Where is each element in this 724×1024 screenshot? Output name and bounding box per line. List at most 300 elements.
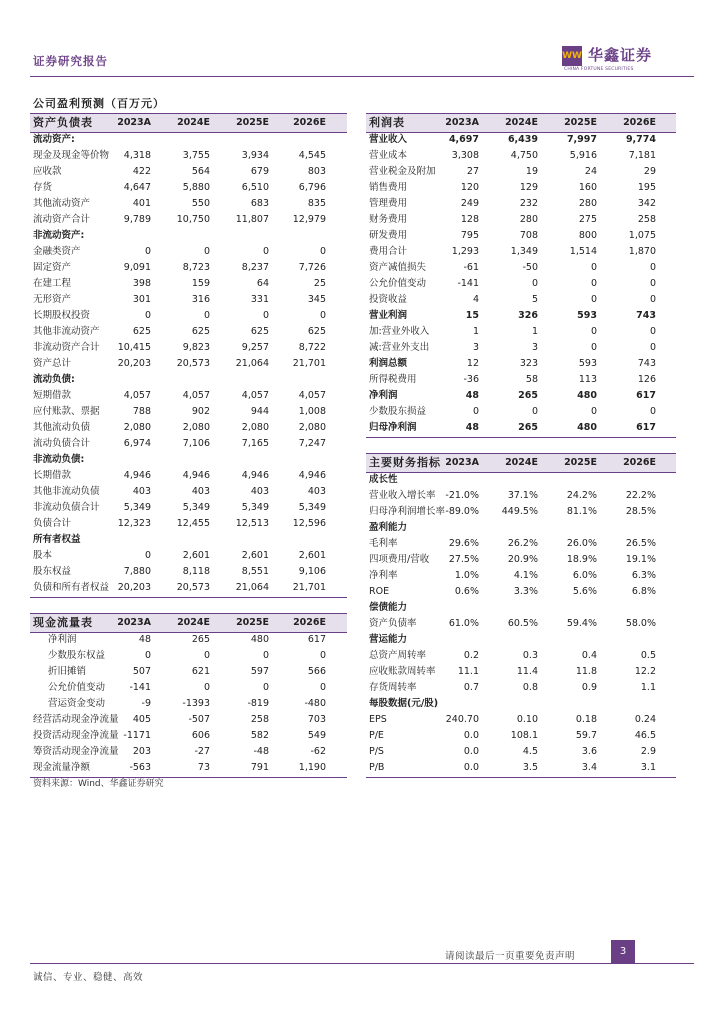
- row-value: 2,080: [123, 422, 151, 433]
- row-value: 6.0%: [572, 570, 597, 581]
- row-value: 7,726: [298, 262, 326, 273]
- row-value: 12,513: [235, 518, 269, 529]
- row-value: 1,514: [569, 246, 597, 257]
- table-row: [30, 632, 347, 648]
- row-value: 9,257: [241, 342, 269, 353]
- row-value: -50: [522, 262, 538, 273]
- row-value: 0.5: [640, 650, 656, 661]
- row-value: 258: [637, 214, 656, 225]
- row-value: 3.4: [581, 762, 597, 773]
- row-label: 净利率: [369, 570, 398, 581]
- row-value: 944: [250, 406, 269, 417]
- row-value: 4,946: [123, 470, 151, 481]
- row-label: 长期借款: [33, 470, 72, 481]
- table-row: [366, 132, 676, 148]
- row-value: 0.0: [463, 746, 479, 757]
- row-value: 0: [590, 262, 597, 273]
- row-value: 26.0%: [566, 538, 597, 549]
- table-header: [366, 453, 676, 473]
- row-value: 29.6%: [448, 538, 479, 549]
- row-label: 应收款: [33, 166, 62, 177]
- row-label: 营业利润: [369, 310, 408, 321]
- row-value: 0: [262, 310, 269, 321]
- table-row: [366, 388, 676, 404]
- row-label: 营运能力: [369, 634, 408, 645]
- row-value: 8,722: [298, 342, 326, 353]
- row-value: 5,349: [241, 502, 269, 513]
- table-row: [30, 292, 347, 308]
- row-value: 403: [307, 486, 326, 497]
- row-value: 621: [191, 666, 210, 677]
- row-value: 275: [578, 214, 597, 225]
- row-value: 12.2: [634, 666, 656, 677]
- row-value: 401: [132, 198, 151, 209]
- row-value: 0.6%: [454, 586, 479, 597]
- row-value: 0.2: [463, 650, 479, 661]
- row-value: 480: [577, 390, 597, 401]
- row-value: 60.5%: [507, 618, 538, 629]
- row-value: 5.6%: [572, 586, 597, 597]
- row-value: 8,551: [241, 566, 269, 577]
- row-value: 1,008: [298, 406, 326, 417]
- table-row: [366, 404, 676, 420]
- row-label: 费用合计: [369, 246, 408, 257]
- row-value: 625: [250, 326, 269, 337]
- row-value: 0: [144, 310, 151, 321]
- row-value: 6,510: [241, 182, 269, 193]
- row-value: 0: [649, 294, 656, 305]
- row-value: 803: [307, 166, 326, 177]
- row-value: 480: [250, 634, 269, 645]
- table-row: [30, 164, 347, 180]
- row-value: 46.5: [634, 730, 656, 741]
- row-label: 应付账款、票据: [33, 406, 100, 417]
- row-label: P/S: [369, 746, 384, 757]
- row-value: 0: [590, 406, 597, 417]
- row-label: ROE: [369, 586, 390, 597]
- table-row: [366, 680, 676, 696]
- table-row: [366, 520, 676, 536]
- row-value: 29: [643, 166, 656, 177]
- header-divider: [30, 76, 694, 77]
- row-value: 0: [319, 650, 326, 661]
- row-value: 0.0: [463, 730, 479, 741]
- row-label: 营业成本: [369, 150, 408, 161]
- row-label: 归母净利润增长率: [369, 506, 446, 517]
- row-label: P/E: [369, 730, 384, 741]
- row-label: 营业收入增长率: [369, 490, 436, 501]
- table-row: [366, 260, 676, 276]
- row-label: 其他非流动资产: [33, 326, 100, 337]
- row-label: 总资产周转率: [369, 650, 427, 661]
- row-value: -27: [194, 746, 210, 757]
- row-label: 资产总计: [33, 358, 72, 369]
- balance-sheet-table: [30, 113, 347, 593]
- year-header: 2023A: [117, 117, 151, 128]
- row-label: 存货: [33, 182, 53, 193]
- row-value: 0: [144, 550, 151, 561]
- row-value: 1: [531, 326, 538, 337]
- row-label: 净利润: [48, 634, 77, 645]
- row-value: -89.0%: [445, 506, 479, 517]
- row-value: 2,601: [182, 550, 210, 561]
- table-row: [30, 212, 347, 228]
- table-row: [366, 324, 676, 340]
- table-row: [366, 164, 676, 180]
- table-row: [366, 212, 676, 228]
- row-value: 240.70: [445, 714, 479, 725]
- row-label: 流动资产:: [33, 134, 75, 145]
- row-value: 625: [132, 326, 151, 337]
- year-header: 2023A: [445, 457, 479, 468]
- row-label: 非流动负债:: [33, 454, 85, 465]
- row-label: 流动资产合计: [33, 214, 91, 225]
- row-value: 2,080: [241, 422, 269, 433]
- row-value: 0.9: [581, 682, 597, 693]
- row-value: -141: [457, 278, 479, 289]
- row-value: 0.7: [463, 682, 479, 693]
- row-value: 21,064: [235, 582, 269, 593]
- row-label: 盈利能力: [369, 522, 408, 533]
- row-value: 7,106: [182, 438, 210, 449]
- table-row: [30, 516, 347, 532]
- row-value: 323: [519, 358, 538, 369]
- table-row: [30, 308, 347, 324]
- row-value: 9,774: [625, 134, 656, 145]
- table-row: [30, 580, 347, 596]
- table-title: 资产负债表: [33, 116, 93, 129]
- row-value: 21,701: [292, 358, 326, 369]
- row-value: 0: [203, 650, 210, 661]
- row-value: 708: [519, 230, 538, 241]
- table-row: [366, 488, 676, 504]
- row-label: 固定资产: [33, 262, 72, 273]
- row-value: 0: [319, 682, 326, 693]
- table-row: [366, 536, 676, 552]
- row-value: 0: [262, 682, 269, 693]
- table-row: [30, 696, 347, 712]
- table-row: [366, 712, 676, 728]
- table-bottom-rule: [366, 777, 676, 778]
- row-label: 所有者权益: [33, 534, 81, 545]
- table-row: [30, 420, 347, 436]
- row-value: 0: [203, 310, 210, 321]
- row-value: 0: [649, 278, 656, 289]
- table-row: [366, 148, 676, 164]
- table-title: 主要财务指标: [369, 456, 441, 469]
- table-row: [30, 760, 347, 776]
- row-label: 负债和所有者权益: [33, 582, 110, 593]
- row-value: 597: [250, 666, 269, 677]
- row-value: 203: [132, 746, 151, 757]
- footer-divider: [30, 963, 694, 964]
- table-row: [30, 548, 347, 564]
- row-label: 流动负债合计: [33, 438, 91, 449]
- row-value: 232: [519, 198, 538, 209]
- row-value: 280: [578, 198, 597, 209]
- row-value: 902: [191, 406, 210, 417]
- row-value: 743: [637, 358, 656, 369]
- table-header: [366, 113, 676, 133]
- row-value: 8,237: [241, 262, 269, 273]
- row-value: 743: [636, 310, 656, 321]
- row-value: 73: [197, 762, 210, 773]
- table-bottom-rule: [366, 437, 676, 438]
- row-value: 265: [518, 390, 538, 401]
- row-label: EPS: [369, 714, 387, 725]
- row-value: 48: [465, 390, 479, 401]
- row-label: 折旧摊销: [48, 666, 87, 677]
- row-value: 4,697: [448, 134, 479, 145]
- row-value: 403: [132, 486, 151, 497]
- row-value: -563: [129, 762, 151, 773]
- row-value: 8,118: [182, 566, 210, 577]
- row-value: 249: [460, 198, 479, 209]
- row-value: 0: [590, 294, 597, 305]
- row-value: 617: [307, 634, 326, 645]
- table-row: [366, 664, 676, 680]
- row-label: 股本: [33, 550, 53, 561]
- row-value: 19: [525, 166, 538, 177]
- table-row: [366, 600, 676, 616]
- row-label: 毛利率: [369, 538, 398, 549]
- table-row: [30, 564, 347, 580]
- row-value: 0: [262, 650, 269, 661]
- row-value: 21,064: [235, 358, 269, 369]
- table-row: [30, 276, 347, 292]
- row-label: 应收账款周转率: [369, 666, 436, 677]
- row-value: 1,075: [628, 230, 656, 241]
- row-value: 5,349: [298, 502, 326, 513]
- row-value: 0: [531, 406, 538, 417]
- row-value: -48: [253, 746, 269, 757]
- row-value: 12,455: [176, 518, 210, 529]
- row-value: 4,057: [241, 390, 269, 401]
- row-value: 11,807: [235, 214, 269, 225]
- row-value: 37.1%: [507, 490, 538, 501]
- table-row: [30, 180, 347, 196]
- table-row: [366, 180, 676, 196]
- row-value: 3.6: [581, 746, 597, 757]
- row-label: 股东权益: [33, 566, 72, 577]
- row-value: 5,349: [123, 502, 151, 513]
- table-row: [30, 500, 347, 516]
- row-label: 存货周转率: [369, 682, 417, 693]
- year-header: 2026E: [293, 617, 326, 628]
- row-label: 金融类资产: [33, 246, 81, 257]
- year-header: 2026E: [293, 117, 326, 128]
- row-value: 4.5: [522, 746, 538, 757]
- row-value: 0.3: [522, 650, 538, 661]
- table-row: [30, 484, 347, 500]
- year-header: 2026E: [623, 457, 656, 468]
- row-value: 1.1: [640, 682, 656, 693]
- table-row: [30, 468, 347, 484]
- row-value: 9,106: [298, 566, 326, 577]
- row-value: 3.5: [522, 762, 538, 773]
- row-label: 偿债能力: [369, 602, 408, 613]
- row-value: 422: [132, 166, 151, 177]
- row-value: 480: [577, 422, 597, 433]
- row-value: 7,165: [241, 438, 269, 449]
- row-value: 1.0%: [454, 570, 479, 581]
- row-value: 398: [132, 278, 151, 289]
- row-value: 791: [250, 762, 269, 773]
- row-value: 48: [465, 422, 479, 433]
- row-label: 其他流动资产: [33, 198, 91, 209]
- table-row: [30, 244, 347, 260]
- row-value: 108.1: [510, 730, 538, 741]
- row-value: -36: [463, 374, 479, 385]
- table-row: [366, 340, 676, 356]
- year-header: 2024E: [177, 117, 210, 128]
- logo-mark-icon: WW: [562, 46, 582, 66]
- table-row: [30, 664, 347, 680]
- row-value: 25: [313, 278, 326, 289]
- table-row: [30, 260, 347, 276]
- row-value: -61: [463, 262, 479, 273]
- row-value: 8,723: [182, 262, 210, 273]
- row-value: 5,916: [569, 150, 597, 161]
- row-value: 507: [132, 666, 151, 677]
- row-value: 0: [649, 406, 656, 417]
- row-value: 0.4: [581, 650, 597, 661]
- row-value: 4,057: [123, 390, 151, 401]
- row-value: 4,750: [510, 150, 538, 161]
- row-value: 48: [138, 634, 151, 645]
- year-header: 2025E: [236, 617, 269, 628]
- table-row: [30, 728, 347, 744]
- row-label: 长期股权投资: [33, 310, 91, 321]
- row-value: 593: [577, 310, 597, 321]
- row-value: -507: [188, 714, 210, 725]
- row-value: 564: [191, 166, 210, 177]
- table-row: [30, 452, 347, 468]
- table-row: [30, 228, 347, 244]
- table-row: [366, 744, 676, 760]
- income-statement-table: [366, 113, 676, 433]
- row-value: 4,545: [298, 150, 326, 161]
- row-value: -1393: [182, 698, 210, 709]
- table-row: [366, 760, 676, 776]
- row-value: 593: [578, 358, 597, 369]
- row-value: 683: [250, 198, 269, 209]
- row-value: 345: [307, 294, 326, 305]
- row-value: 7,997: [566, 134, 597, 145]
- row-value: -1171: [123, 730, 151, 741]
- row-value: 265: [191, 634, 210, 645]
- row-value: 4,946: [298, 470, 326, 481]
- row-value: 280: [519, 214, 538, 225]
- row-value: 27: [466, 166, 479, 177]
- row-value: 26.2%: [507, 538, 538, 549]
- row-value: -819: [247, 698, 269, 709]
- row-value: 0: [144, 650, 151, 661]
- row-label: 负债合计: [33, 518, 72, 529]
- row-value: 617: [636, 390, 656, 401]
- row-value: 24.2%: [566, 490, 597, 501]
- year-header: 2023A: [445, 117, 479, 128]
- row-value: 1,293: [451, 246, 479, 257]
- row-value: 0: [319, 310, 326, 321]
- row-label: 财务费用: [369, 214, 408, 225]
- row-label: 营业收入: [369, 134, 408, 145]
- row-label: 公允价值变动: [48, 682, 106, 693]
- row-value: 81.1%: [566, 506, 597, 517]
- row-value: 126: [637, 374, 656, 385]
- year-header: 2026E: [623, 117, 656, 128]
- row-value: 0: [472, 406, 479, 417]
- table-row: [366, 696, 676, 712]
- row-value: 566: [307, 666, 326, 677]
- row-label: P/B: [369, 762, 385, 773]
- row-value: 0: [531, 278, 538, 289]
- row-label: 现金流量净额: [33, 762, 91, 773]
- row-value: 113: [578, 374, 597, 385]
- table-row: [366, 244, 676, 260]
- row-value: 5,880: [182, 182, 210, 193]
- row-value: 1,349: [510, 246, 538, 257]
- row-value: -62: [310, 746, 326, 757]
- table-row: [366, 356, 676, 372]
- row-label: 营运资金变动: [48, 698, 106, 709]
- row-label: 研发费用: [369, 230, 408, 241]
- row-value: 195: [637, 182, 656, 193]
- table-row: [366, 568, 676, 584]
- financial-indicators-table: [366, 453, 676, 773]
- year-header: 2024E: [177, 617, 210, 628]
- row-value: -9: [141, 698, 151, 709]
- row-value: 11.8: [575, 666, 597, 677]
- table-row: [30, 404, 347, 420]
- table-title: 现金流量表: [33, 616, 93, 629]
- row-label: 成长性: [369, 474, 398, 485]
- row-value: 2,080: [298, 422, 326, 433]
- table-header: [30, 113, 347, 133]
- row-value: 0: [203, 682, 210, 693]
- row-value: 9,823: [182, 342, 210, 353]
- row-label: 管理费用: [369, 198, 408, 209]
- table-row: [30, 324, 347, 340]
- row-label: 资产减值损失: [369, 262, 427, 273]
- row-value: 2,601: [241, 550, 269, 561]
- row-label: 每股数据(元/股): [369, 698, 439, 709]
- page-number: 3: [611, 940, 635, 964]
- table-title: 利润表: [369, 116, 405, 129]
- row-label: 利润总额: [369, 358, 408, 369]
- row-value: 4.1%: [513, 570, 538, 581]
- row-label: 营业税金及附加: [369, 166, 436, 177]
- table-row: [30, 388, 347, 404]
- report-type-label: 证券研究报告: [33, 54, 108, 68]
- row-value: 0: [590, 326, 597, 337]
- row-value: 59.7: [575, 730, 597, 741]
- row-label: 其他流动负债: [33, 422, 91, 433]
- logo-text: 华鑫证券: [588, 46, 653, 64]
- company-logo: [562, 44, 662, 74]
- row-value: 403: [250, 486, 269, 497]
- row-label: 销售费用: [369, 182, 408, 193]
- table-row: [366, 552, 676, 568]
- row-label: 资产负债率: [369, 618, 417, 629]
- row-value: 3.3%: [513, 586, 538, 597]
- year-header: 2025E: [236, 117, 269, 128]
- row-label: 净利润: [369, 390, 398, 401]
- row-value: 20,573: [176, 582, 210, 593]
- row-value: 550: [191, 198, 210, 209]
- row-label: 筹资活动现金净流量: [33, 746, 119, 757]
- row-value: 21,701: [292, 582, 326, 593]
